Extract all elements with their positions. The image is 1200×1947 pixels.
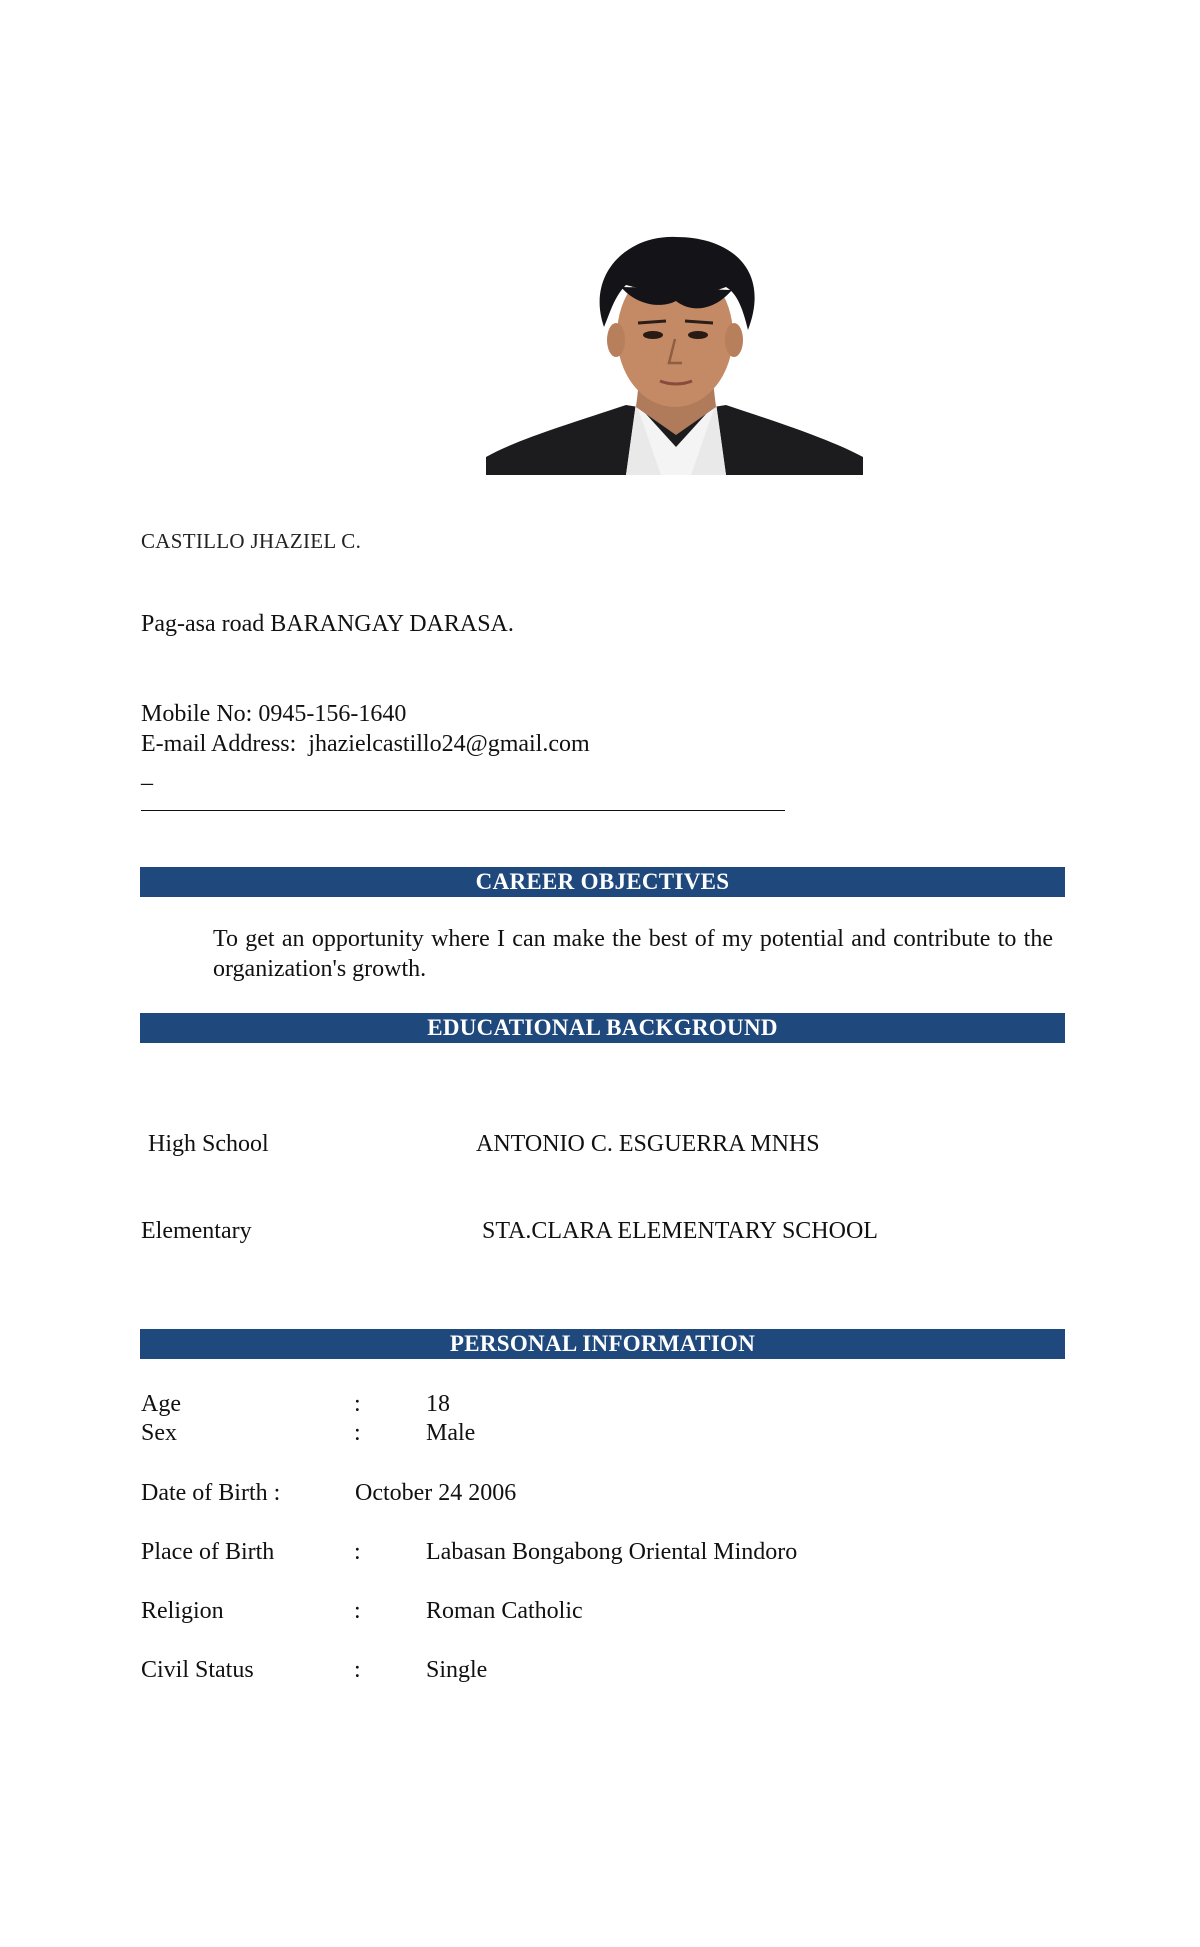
profile-photo <box>486 235 863 475</box>
education-school-elementary: STA.CLARA ELEMENTARY SCHOOL <box>482 1218 878 1244</box>
educational-background-header: EDUCATIONAL BACKGROUND <box>140 1013 1065 1043</box>
personal-value-age: 18 <box>426 1391 450 1417</box>
personal-information-header: PERSONAL INFORMATION <box>140 1329 1065 1359</box>
personal-value-religion: Roman Catholic <box>426 1598 583 1624</box>
dash-mark: _ <box>141 762 153 788</box>
personal-colon-sex: : <box>354 1420 361 1446</box>
personal-value-sex: Male <box>426 1420 476 1446</box>
divider-line <box>141 810 785 811</box>
career-objective-text: To get an opportunity where I can make the best of my potential and contribute to the organization's growth. <box>213 926 1053 982</box>
applicant-address: Pag-asa road BARANGAY DARASA. <box>141 611 514 637</box>
education-school-high-school: ANTONIO C. ESGUERRA MNHS <box>476 1131 820 1157</box>
personal-value-date-of-birth: October 24 2006 <box>355 1480 517 1506</box>
personal-value-place-of-birth: Labasan Bongabong Oriental Mindoro <box>426 1539 798 1565</box>
education-level-elementary: Elementary <box>141 1218 252 1244</box>
mobile-number: Mobile No: 0945-156-1640 <box>141 701 407 727</box>
email-address: E-mail Address: jhazielcastillo24@gmail.com <box>141 731 590 757</box>
personal-label-date-of-birth: Date of Birth : <box>141 1480 281 1506</box>
personal-label-civil-status: Civil Status <box>141 1657 254 1683</box>
personal-label-religion: Religion <box>141 1598 224 1624</box>
personal-value-civil-status: Single <box>426 1657 488 1683</box>
personal-colon-age: : <box>354 1391 361 1417</box>
personal-label-place-of-birth: Place of Birth <box>141 1539 275 1565</box>
education-level-high-school: High School <box>148 1131 269 1157</box>
personal-label-age: Age <box>141 1391 181 1417</box>
applicant-name: CASTILLO JHAZIEL C. <box>141 529 362 553</box>
personal-colon-religion: : <box>354 1598 361 1624</box>
personal-colon-place-of-birth: : <box>354 1539 361 1565</box>
personal-label-sex: Sex <box>141 1420 177 1446</box>
personal-colon-civil-status: : <box>354 1657 361 1683</box>
career-objectives-header: CAREER OBJECTIVES <box>140 867 1065 897</box>
